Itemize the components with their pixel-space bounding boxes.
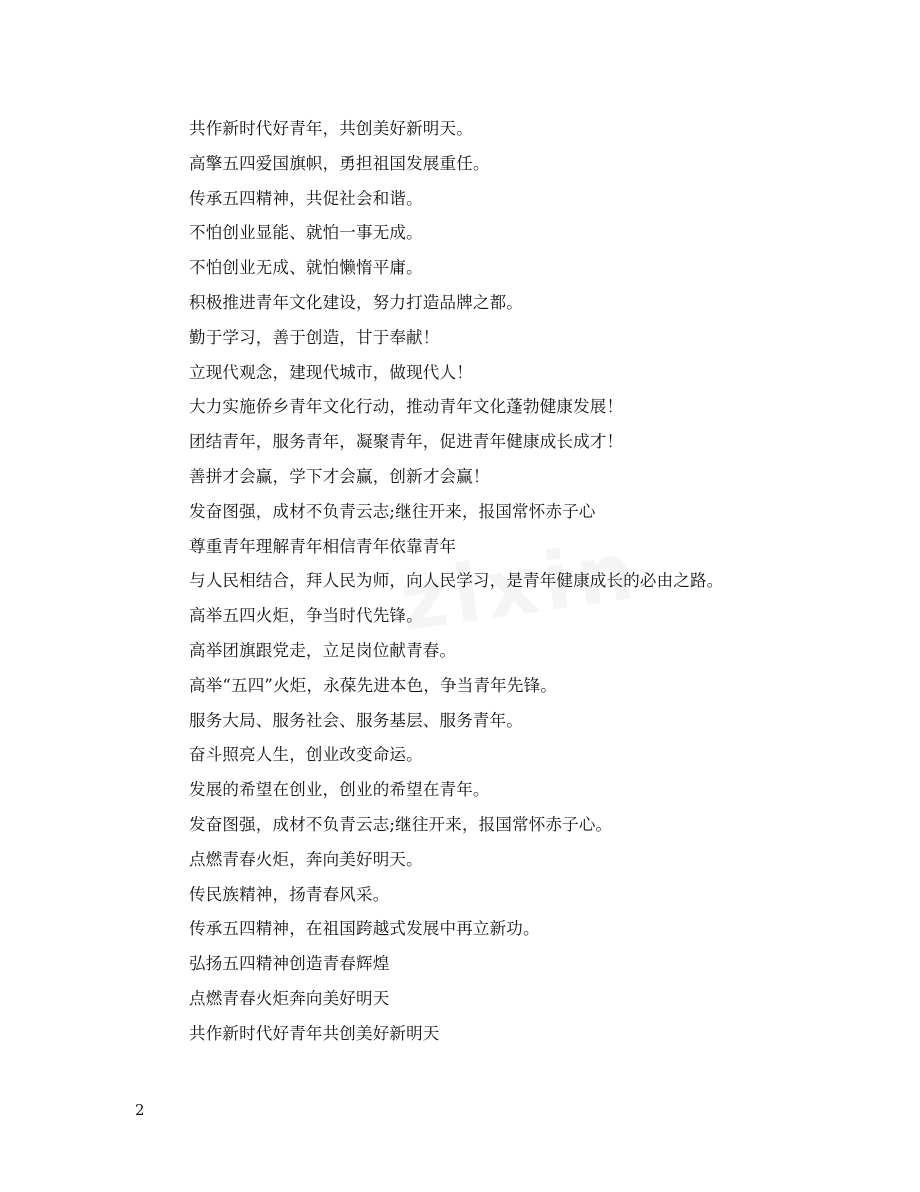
slogan-line: 团结青年，服务青年，凝聚青年，促进青年健康成长成才！ bbox=[189, 432, 624, 452]
slogan-line: 传承五四精神，在祖国跨越式发展中再立新功。 bbox=[189, 919, 540, 939]
slogan-line: 发奋图强，成材不负青云志;继往开来，报国常怀赤子心 bbox=[189, 501, 596, 521]
slogan-line: 勤于学习，善于创造，甘于奉献！ bbox=[189, 327, 440, 347]
slogan-line: 不怕创业无成、就怕懒惰平庸。 bbox=[189, 258, 423, 278]
slogan-line: 点燃青春火炬奔向美好明天 bbox=[189, 988, 390, 1008]
slogan-line: 共作新时代好青年，共创美好新明天。 bbox=[189, 119, 473, 138]
slogan-line: 点燃青春火炬，奔向美好明天。 bbox=[189, 849, 423, 869]
slogan-line: 大力实施侨乡青年文化行动，推动青年文化蓬勃健康发展！ bbox=[189, 397, 624, 417]
slogan-line: 共作新时代好青年共创美好新明天 bbox=[189, 1023, 440, 1043]
slogan-line: 高举“五四”火炬，永葆先进本色，争当青年先锋。 bbox=[189, 675, 557, 695]
slogan-line: 传承五四精神，共促社会和谐。 bbox=[189, 188, 423, 208]
slogan-line: 与人民相结合，拜人民为师，向人民学习，是青年健康成长的必由之路。 bbox=[189, 571, 724, 591]
slogan-line: 高举团旗跟党走，立足岗位献青春。 bbox=[189, 640, 457, 660]
slogan-line: 发奋图强，成材不负青云志;继往开来，报国常怀赤子心。 bbox=[189, 814, 613, 834]
slogan-list bbox=[189, 115, 889, 1055]
page-number: 2 bbox=[135, 1101, 145, 1119]
slogan-line: 传民族精神，扬青春风采。 bbox=[189, 884, 390, 904]
slogan-line: 发展的希望在创业，创业的希望在青年。 bbox=[189, 780, 490, 800]
slogan-line: 不怕创业显能、就怕一事无成。 bbox=[189, 223, 423, 243]
slogan-line: 奋斗照亮人生，创业改变命运。 bbox=[189, 745, 423, 765]
slogan-line: 高举五四火炬，争当时代先锋。 bbox=[189, 606, 423, 626]
slogan-line: 立现代观念，建现代城市，做现代人！ bbox=[189, 362, 473, 382]
slogan-line: 积极推进青年文化建设，努力打造品牌之都。 bbox=[189, 292, 523, 312]
slogan-line: 服务大局、服务社会、服务基层、服务青年。 bbox=[189, 710, 523, 730]
slogan-line: 善拼才会赢，学下才会赢，创新才会赢！ bbox=[189, 466, 490, 486]
slogan-line: 弘扬五四精神创造青春辉煌 bbox=[189, 954, 390, 974]
slogan-line: 高擎五四爱国旗帜，勇担祖国发展重任。 bbox=[189, 153, 490, 173]
slogan-line: 尊重青年理解青年相信青年依靠青年 bbox=[189, 536, 457, 556]
